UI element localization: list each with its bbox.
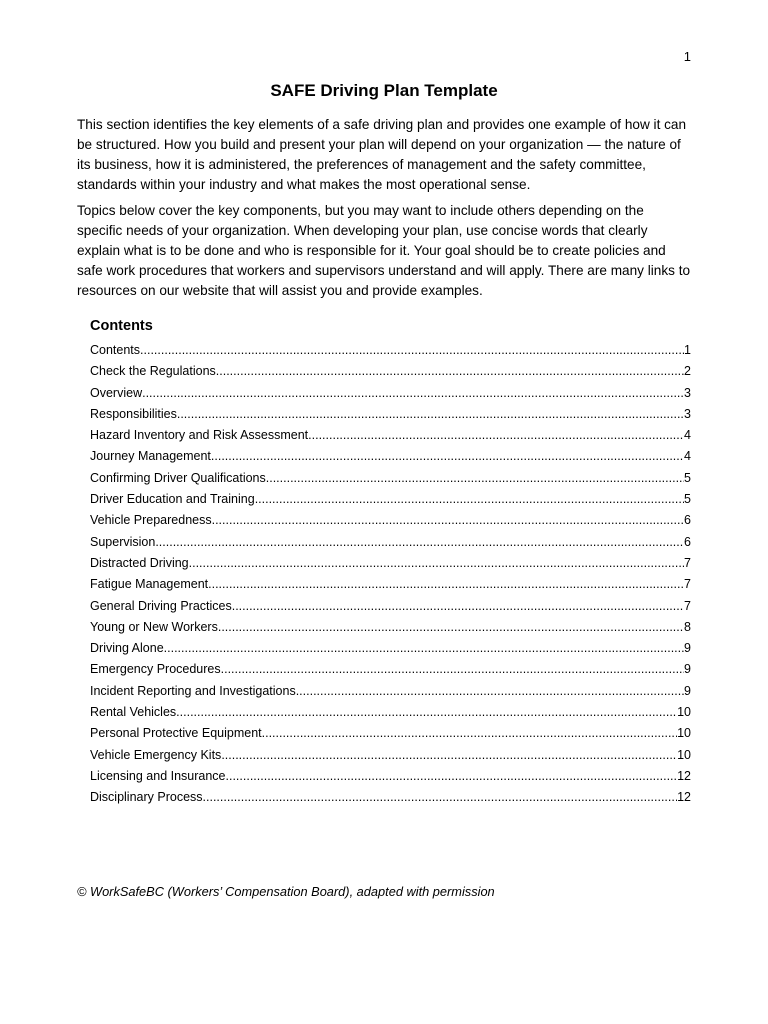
toc-entry[interactable] xyxy=(90,659,691,680)
toc-entry-page: 10 xyxy=(677,705,691,720)
toc-entry-title: Check the Regulations xyxy=(90,364,216,379)
toc-entry-page: 10 xyxy=(677,747,691,762)
toc-entry-title: Emergency Procedures xyxy=(90,662,221,677)
toc-entry[interactable] xyxy=(90,510,691,531)
toc-entry-page: 4 xyxy=(684,449,691,464)
toc-entry-page: 3 xyxy=(684,385,691,400)
toc-entry-page: 4 xyxy=(684,428,691,443)
toc-entry-title: Vehicle Preparedness xyxy=(90,513,212,528)
toc-dot-leader xyxy=(203,787,678,808)
toc-entry-title: Supervision xyxy=(90,534,156,549)
contents-heading: Contents xyxy=(90,318,153,334)
toc-entry-page: 12 xyxy=(677,768,691,783)
toc-dot-leader xyxy=(176,702,677,723)
toc-entry[interactable] xyxy=(90,553,691,574)
toc-dot-leader xyxy=(221,745,677,766)
toc-entry-title: Responsibilities xyxy=(90,406,177,421)
toc-dot-leader xyxy=(140,340,684,361)
toc-dot-leader xyxy=(266,468,684,489)
toc-entry-title: Fatigue Management xyxy=(90,577,209,592)
toc-entry-page: 3 xyxy=(684,406,691,421)
toc-entry[interactable] xyxy=(90,638,691,659)
toc-dot-leader xyxy=(208,574,684,595)
toc-dot-leader xyxy=(255,489,684,510)
toc-entry[interactable] xyxy=(90,702,691,723)
toc-entry-title: Contents xyxy=(90,343,141,357)
toc-entry[interactable] xyxy=(90,681,691,702)
toc-entry[interactable] xyxy=(90,745,691,766)
toc-entry-page: 5 xyxy=(684,492,691,507)
toc-entry-page: 7 xyxy=(684,598,691,613)
toc-entry-title: Rental Vehicles xyxy=(90,705,177,720)
toc-entry[interactable] xyxy=(90,489,691,510)
toc-entry[interactable] xyxy=(90,361,691,382)
toc-entry[interactable] xyxy=(90,468,691,489)
toc-entry[interactable] xyxy=(90,425,691,446)
toc-entry-page: 12 xyxy=(677,790,691,805)
toc-entry-title: Young or New Workers xyxy=(90,619,218,634)
toc-entry-title: Overview xyxy=(90,385,143,400)
toc-dot-leader xyxy=(177,404,684,425)
toc-dot-leader xyxy=(189,553,684,574)
table-of-contents xyxy=(90,340,691,809)
toc-entry-page: 9 xyxy=(684,641,691,656)
toc-entry[interactable] xyxy=(90,596,691,617)
toc-dot-leader xyxy=(226,766,678,787)
copyright-footer: © WorkSafeBC (Workers’ Compensation Board), adapted with permission xyxy=(77,884,495,899)
toc-entry-page: 9 xyxy=(684,662,691,677)
toc-entry-title: Confirming Driver Qualifications xyxy=(90,470,266,485)
toc-entry-page: 10 xyxy=(677,726,691,741)
toc-dot-leader xyxy=(296,681,684,702)
topics-paragraph: Topics below cover the key components, but you may want to include others depending on the specific needs of your organization. When developing your plan, use concise words that clearly explain what is to be done and who is responsible for it. Your goal should be to create policies and safe work procedures that workers and supervisors understand and will apply. There are many links to resources on our website that will assist you and provide examples. xyxy=(77,203,691,298)
toc-dot-leader xyxy=(211,446,684,467)
toc-dot-leader xyxy=(212,510,684,531)
toc-entry[interactable] xyxy=(90,532,691,553)
toc-entry-title: Personal Protective Equipment xyxy=(90,726,262,741)
toc-entry[interactable] xyxy=(90,787,691,808)
toc-entry-page: 2 xyxy=(684,364,691,379)
toc-entry-page: 5 xyxy=(684,470,691,485)
toc-entry-title: Journey Management xyxy=(90,449,211,464)
toc-entry-title: Driving Alone xyxy=(90,641,164,656)
toc-entry-page: 7 xyxy=(684,577,691,592)
toc-entry-page: 8 xyxy=(684,619,691,634)
toc-entry-page: 6 xyxy=(684,534,691,549)
toc-entry-title: Distracted Driving xyxy=(90,555,189,570)
toc-entry-page: 9 xyxy=(684,683,691,698)
toc-entry[interactable] xyxy=(90,404,691,425)
toc-dot-leader xyxy=(218,617,684,638)
toc-dot-leader xyxy=(164,638,684,659)
toc-entry-title: General Driving Practices xyxy=(90,598,232,613)
toc-entry-title: Incident Reporting and Investigations xyxy=(90,683,296,698)
toc-dot-leader xyxy=(262,723,677,744)
toc-entry-page: 1 xyxy=(684,343,691,357)
toc-dot-leader xyxy=(308,425,684,446)
toc-entry[interactable] xyxy=(90,446,691,467)
toc-entry[interactable] xyxy=(90,383,691,404)
toc-dot-leader xyxy=(221,659,684,680)
toc-entry-title: Hazard Inventory and Risk Assessment xyxy=(90,428,309,443)
toc-entry[interactable] xyxy=(90,617,691,638)
toc-entry-page: 7 xyxy=(684,555,691,570)
toc-entry[interactable] xyxy=(90,723,691,744)
toc-entry-title: Licensing and Insurance xyxy=(90,768,226,783)
toc-dot-leader xyxy=(232,596,684,617)
toc-entry[interactable] xyxy=(90,340,691,361)
intro-paragraph: This section identifies the key elements of a safe driving plan and provides one example of how it can be structured. How you build and present your plan will depend on your organization — the nature of its business, how it is administered, the preferences of management and the safety committee, standards within your industry and what makes the most operational sense. xyxy=(77,117,687,192)
toc-entry-title: Disciplinary Process xyxy=(90,790,203,805)
toc-entry[interactable] xyxy=(90,574,691,595)
toc-entry-title: Driver Education and Training xyxy=(90,492,255,507)
toc-entry-title: Vehicle Emergency Kits xyxy=(90,747,222,762)
page-number: 1 xyxy=(683,49,691,64)
toc-dot-leader xyxy=(155,532,684,553)
document-title: SAFE Driving Plan Template xyxy=(270,81,498,100)
toc-entry-page: 6 xyxy=(684,513,691,528)
toc-dot-leader xyxy=(142,383,684,404)
toc-entry[interactable] xyxy=(90,766,691,787)
toc-dot-leader xyxy=(216,361,684,382)
